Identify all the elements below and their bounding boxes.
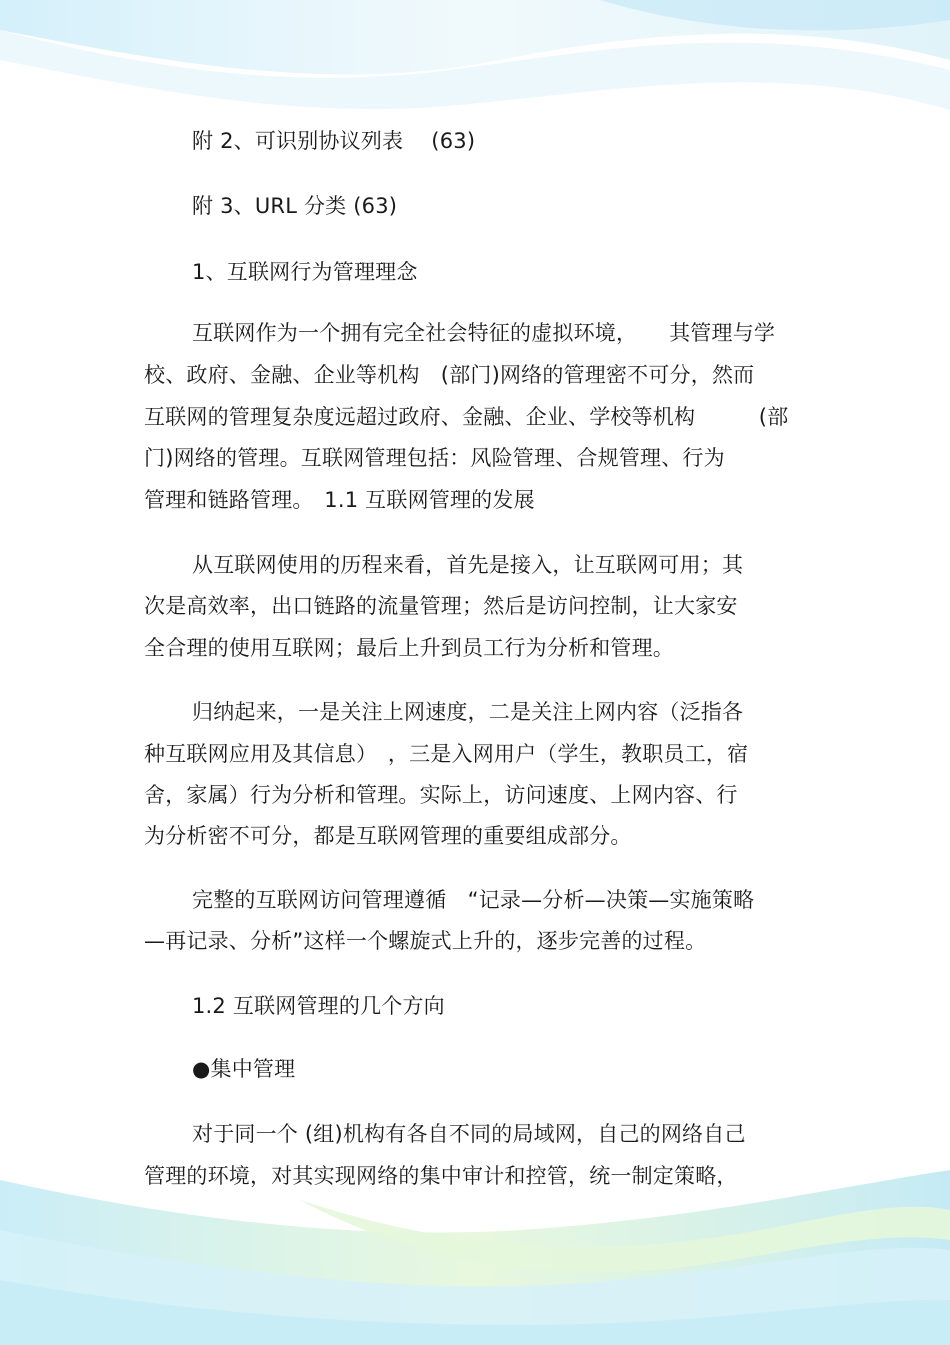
paragraph-line: 校、政府、金融、企业等机构 (部门)网络的管理密不可分，然而 xyxy=(144,363,755,387)
paragraph-line: 种互联网应用及其信息） ，三是入网用户（学生，教职员工，宿 xyxy=(144,742,749,766)
paragraph-line: 对于同一个 (组)机构有各自不同的局域网，自己的网络自己 xyxy=(192,1122,746,1146)
paragraph-line: 舍，家属）行为分析和管理。实际上，访问速度、上网内容、行 xyxy=(144,783,738,807)
toc-entry: 附 3、URL 分类 (63) xyxy=(192,194,398,218)
paragraph-line: 次是高效率，出口链路的流量管理；然后是访问控制，让大家安 xyxy=(144,594,738,618)
paragraph-line: —再记录、分析”这样一个螺旋式上升的，逐步完善的过程。 xyxy=(144,929,707,953)
section-heading: 1.2 互联网管理的几个方向 xyxy=(192,994,445,1018)
paragraph-line: 互联网作为一个拥有完全社会特征的虚拟环境， 其管理与学 xyxy=(192,321,776,345)
paragraph-line: 从互联网使用的历程来看，首先是接入，让互联网可用；其 xyxy=(192,553,744,577)
bullet-item: ●集中管理 xyxy=(192,1057,296,1081)
paragraph-line: 管理和链路管理。 1.1 互联网管理的发展 xyxy=(144,488,535,512)
paragraph-line: 归纳起来，一是关注上网速度，二是关注上网内容（泛指各 xyxy=(192,700,744,724)
toc-entry: 附 2、可识别协议列表 (63) xyxy=(192,129,476,153)
paragraph-line: 管理的环境，对其实现网络的集中审计和控管，统一制定策略， xyxy=(144,1164,738,1188)
paragraph-line: 全合理的使用互联网；最后上升到员工行为分析和管理。 xyxy=(144,636,674,660)
paragraph-line: 完整的互联网访问管理遵循 “记录—分析—决策—实施策略 xyxy=(192,888,755,912)
paragraph-line: 门)网络的管理。互联网管理包括：风险管理、合规管理、行为 xyxy=(144,446,725,470)
paragraph-line: 互联网的管理复杂度远超过政府、金融、企业、学校等机构 (部 xyxy=(144,405,789,429)
section-heading: 1、互联网行为管理理念 xyxy=(192,260,418,284)
paragraph-line: 为分析密不可分，都是互联网管理的重要组成部分。 xyxy=(144,824,632,848)
